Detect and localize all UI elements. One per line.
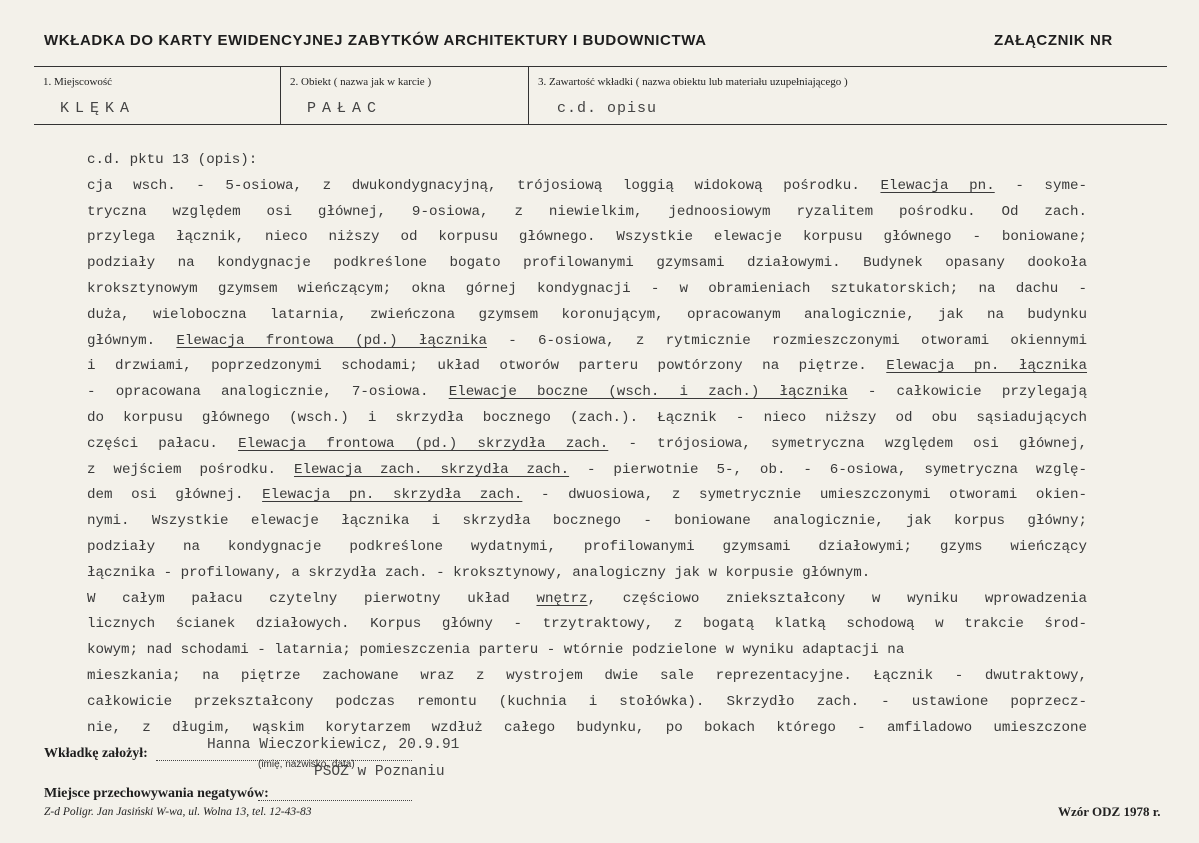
locality-value: KLĘKA: [60, 100, 136, 117]
description-heading: c.d. pktu 13 (opis):: [87, 152, 258, 168]
insert-author-label: Wkładkę założył:: [44, 746, 148, 761]
contents-field: [528, 67, 1168, 124]
description-text: W całym pałacu czytelny pierwotny układ: [87, 590, 537, 607]
object-label: 2. Obiekt ( nazwa jak w karcie ): [290, 76, 432, 88]
description-text: duża, wieloboczna latarnia, zwieńczona gzymsem koronującym, opracowanym analogicznie, jak na budynku: [87, 306, 1087, 323]
description-line: [87, 303, 1087, 329]
section-heading-underlined: Elewacja pn. łącznika: [886, 358, 1088, 375]
section-heading-underlined: Elewacja pn.: [880, 177, 995, 194]
description-line: [87, 535, 1087, 561]
description-text: licznych ścianek działowych. Korpus główny - trzytraktowy, z bogatą klatką schodową w trakcie środ-: [87, 616, 1087, 633]
description-text: nymi. Wszystkie elewacje łącznika i skrzydła bocznego - boniowane analogicznie, jak korpus główny;: [87, 513, 1087, 530]
description-text: tryczna względem osi głównej, 9-osiowa, z niewielkim, jednoosiowym ryzalitem pośrodku. Od zach.: [87, 203, 1087, 220]
description-text: do korpusu głównego (wsch.) i skrzydła bocznego (zach.). Łącznik - nieco niższy od obu sąsiadujących: [87, 409, 1087, 426]
negatives-location-label: Miejsce przechowywania negatywów:: [44, 786, 269, 801]
section-heading-underlined: Elewacja frontowa (pd.) skrzydła zach.: [238, 435, 609, 452]
description-line: [87, 509, 1087, 535]
description-text: części pałacu.: [87, 435, 239, 452]
description-line: [87, 200, 1087, 226]
description-text: dem osi głównej.: [87, 487, 263, 504]
description-text: kroksztynowym gzymsem wieńczącym; okna górnej kondygnacji - w obramieniach sztukatorskich; na dachu -: [87, 280, 1087, 297]
locality-field: [34, 67, 280, 124]
annex-number-label: ZAŁĄCZNIK NR: [994, 32, 1113, 49]
description-text: głównym.: [87, 332, 177, 349]
description-line: [87, 174, 1087, 200]
description-body: [87, 148, 1087, 741]
description-text: przylega łącznik, nieco niższy od korpusu głównego. Wszystkie elewacje korpusu głównego - boniowane;: [87, 229, 1087, 246]
description-text: podziały na kondygnacje podkreślone wydatnymi, profilowanymi gzymsami działowymi; gzyms wieńczący: [87, 538, 1087, 555]
description-line: [87, 329, 1087, 355]
description-text: - opracowana analogicznie, 7-osiowa.: [87, 384, 449, 401]
description-line: [87, 612, 1087, 638]
description-text: z wejściem pośrodku.: [87, 461, 294, 478]
section-heading-underlined: Elewacja zach. skrzydła zach.: [293, 461, 570, 478]
negatives-location-dotted-line: [258, 800, 412, 801]
description-text: nie, z długim, wąskim korytarzem wzdłuż całego budynku, po bokach którego - amfiladowo umieszczone: [87, 719, 1087, 736]
description-text: - trójosiowa, symetryczna względem osi głównej,: [608, 435, 1088, 452]
description-text: , częściowo zniekształcony w wyniku wprowadzenia: [587, 590, 1087, 607]
description-line: [87, 561, 1087, 587]
description-text: łącznika - profilowany, a skrzydła zach. - kroksztynowy, analogiczny jak w korpusie głównym.: [87, 564, 871, 581]
insert-author-value: Hanna Wieczorkiewicz, 20.9.91: [207, 737, 460, 753]
description-text: - całkowicie przylegają: [847, 384, 1087, 401]
description-line: [87, 690, 1087, 716]
header-fields: [34, 66, 1167, 125]
description-line: [87, 432, 1087, 458]
printer-imprint: Z-d Poligr. Jan Jasiński W-wa, ul. Wolna 13, tel. 12-43-83: [44, 806, 312, 818]
contents-label: 3. Zawartość wkładki ( nazwa obiektu lub materiału uzupełniającego ): [538, 76, 848, 88]
object-field: [280, 67, 529, 124]
form-title: WKŁADKA DO KARTY EWIDENCYJNEJ ZABYTKÓW ARCHITEKTURY I BUDOWNICTWA: [44, 32, 707, 49]
section-heading-underlined: Elewacje boczne (wsch. i zach.) łącznika: [448, 384, 848, 401]
form-number: Wzór ODZ 1978 r.: [1058, 804, 1161, 819]
section-heading-underlined: Elewacja frontowa (pd.) łącznika: [176, 332, 488, 349]
locality-label: 1. Miejscowość: [43, 76, 113, 88]
description-line: [87, 406, 1087, 432]
insert-author-caption: (imię, nazwisko, data): [258, 759, 355, 770]
description-line: [87, 664, 1087, 690]
description-line: [87, 354, 1087, 380]
description-text: kowym; nad schodami - latarnia; pomieszczenia parteru - wtórnie podzielone w wyniku adaptacji na: [87, 642, 905, 659]
section-heading-underlined: wnętrz: [536, 590, 588, 607]
description-line: [87, 638, 1087, 664]
section-heading-underlined: Elewacja pn. skrzydła zach.: [262, 487, 523, 504]
description-text: cja wsch. - 5-osiowa, z dwukondygnacyjną, trójosiową loggią widokową pośrodku.: [87, 177, 881, 194]
contents-value: c.d. opisu: [557, 100, 658, 117]
description-text: - pierwotnie 5-, ob. - 6-osiowa, symetryczna wzglę-: [569, 461, 1087, 478]
description-text: mieszkania; na piętrze zachowane wraz z wystrojem dwie sale reprezentacyjne. Łącznik - dwutraktowy,: [87, 667, 1087, 684]
description-text: - syme-: [994, 177, 1087, 194]
description-line: [87, 277, 1087, 303]
object-value: PAŁAC: [307, 100, 383, 117]
description-line: [87, 380, 1087, 406]
negatives-location-value: PSOZ w Poznaniu: [314, 764, 445, 780]
description-line: [87, 251, 1087, 277]
description-line: [87, 458, 1087, 484]
description-text: i drzwiami, poprzedzonymi schodami; układ otworów parteru powtórzony na piętrze.: [87, 358, 887, 375]
description-line: [87, 483, 1087, 509]
description-text: - 6-osiowa, z rytmicznie rozmieszczonymi otworami okiennymi: [487, 332, 1087, 349]
description-line: [87, 587, 1087, 613]
description-text: - dwuosiowa, z symetrycznie umieszczonymi otworami okien-: [522, 487, 1088, 504]
description-line: [87, 225, 1087, 251]
description-lines: [87, 174, 1087, 742]
description-text: całkowicie przekształcony podczas remontu (kuchnia i stołówka). Skrzydło zach. - ustawione poprzecz-: [87, 693, 1087, 710]
description-text: podziały na kondygnacje podkreślone bogato profilowanymi gzymsami działowymi. Budynek opasany dookoła: [87, 255, 1087, 272]
